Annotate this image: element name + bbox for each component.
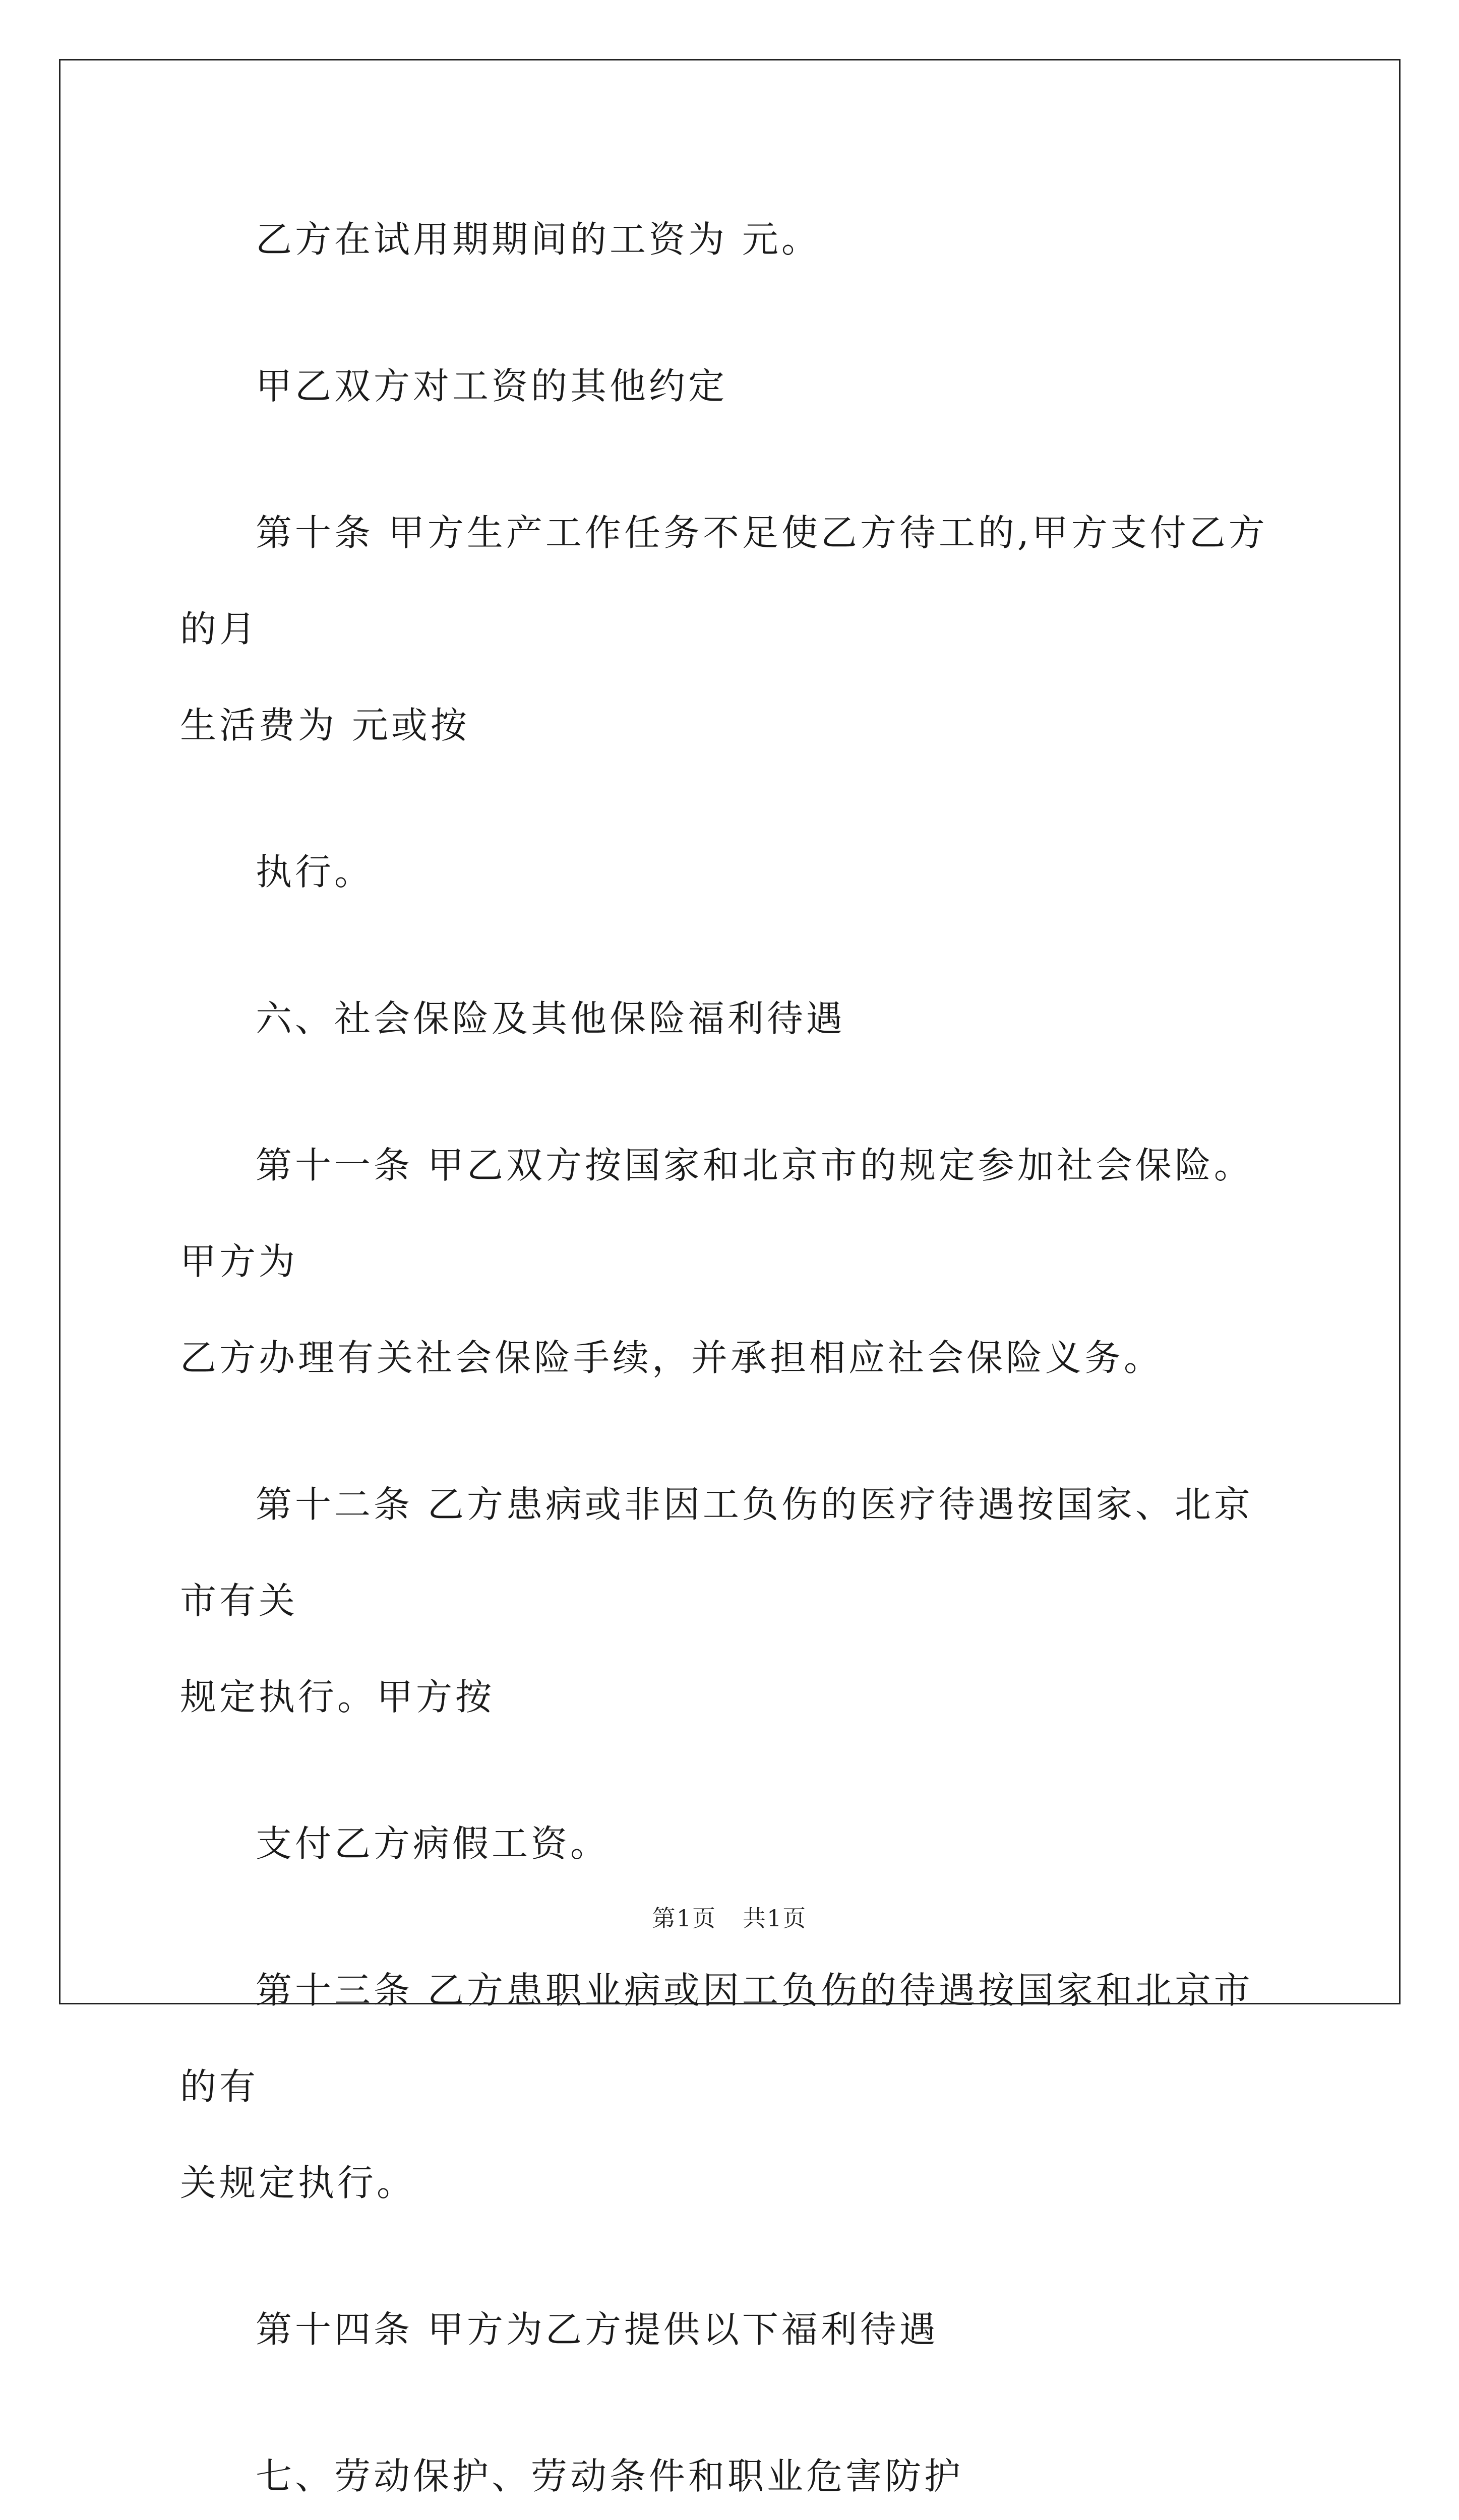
paragraph-line: 甲乙双方对工资的其他约定: [256, 365, 728, 407]
paragraph-article-11: [180, 1117, 1284, 1406]
paragraph-execute: [180, 824, 1284, 920]
paragraph-line: 执行。: [256, 851, 374, 893]
paragraph-line: 生活费为 元或按: [180, 704, 470, 746]
paragraph-line: 第十二条 乙方患病或非因工负伤的医疗待遇按国家、北京市有关: [180, 1483, 1253, 1622]
paragraph-line: 规定执行。甲方按: [180, 1676, 495, 1718]
paragraph-probation-wage: [180, 192, 1284, 288]
paragraph-article-14: [180, 2282, 1284, 2378]
paragraph-line: 第十一条 甲乙双方按国家和北京市的规定参加社会保险。甲方为: [180, 1144, 1253, 1283]
paragraph-line: 第十三条 乙方患职业病或因工负伤的待遇按国家和北京市的有: [180, 1969, 1253, 2108]
document-body: [180, 192, 1284, 2520]
paragraph-article-13: [180, 1942, 1284, 2231]
page-number: 第1页: [652, 1905, 716, 1932]
paragraph-line: 支付乙方病假工资。: [256, 1822, 610, 1865]
paragraph-line: 关规定执行。: [180, 2162, 416, 2204]
page-total: 共1页: [743, 1905, 807, 1932]
paragraph-other-wage-terms: [180, 338, 1284, 434]
section-heading-six: [180, 971, 1284, 1067]
paragraph-line: 第十四条 甲方为乙方提供以下福利待遇: [256, 2308, 939, 2351]
paragraph-article-10: [180, 485, 1284, 774]
paragraph-line: 六、社会保险及其他保险福利待遇: [256, 997, 846, 1040]
paragraph-line: 乙方在试用期期间的工资为 元。: [256, 218, 821, 261]
paragraph-line: 乙方办理有关社会保险手续，并承担相应社会保险义务。: [180, 1337, 1164, 1379]
page-footer: [0, 1900, 1459, 1933]
paragraph-line: 第十条 甲方生产工作任务不足使乙方待工的,甲方支付乙方的月: [180, 512, 1268, 650]
paragraph-sick-pay: [180, 1796, 1284, 1892]
section-heading-seven: [180, 2428, 1284, 2520]
paragraph-line: 七、劳动保护、劳动条件和职业危害防护: [256, 2455, 964, 2497]
paragraph-article-12: [180, 1457, 1284, 1745]
